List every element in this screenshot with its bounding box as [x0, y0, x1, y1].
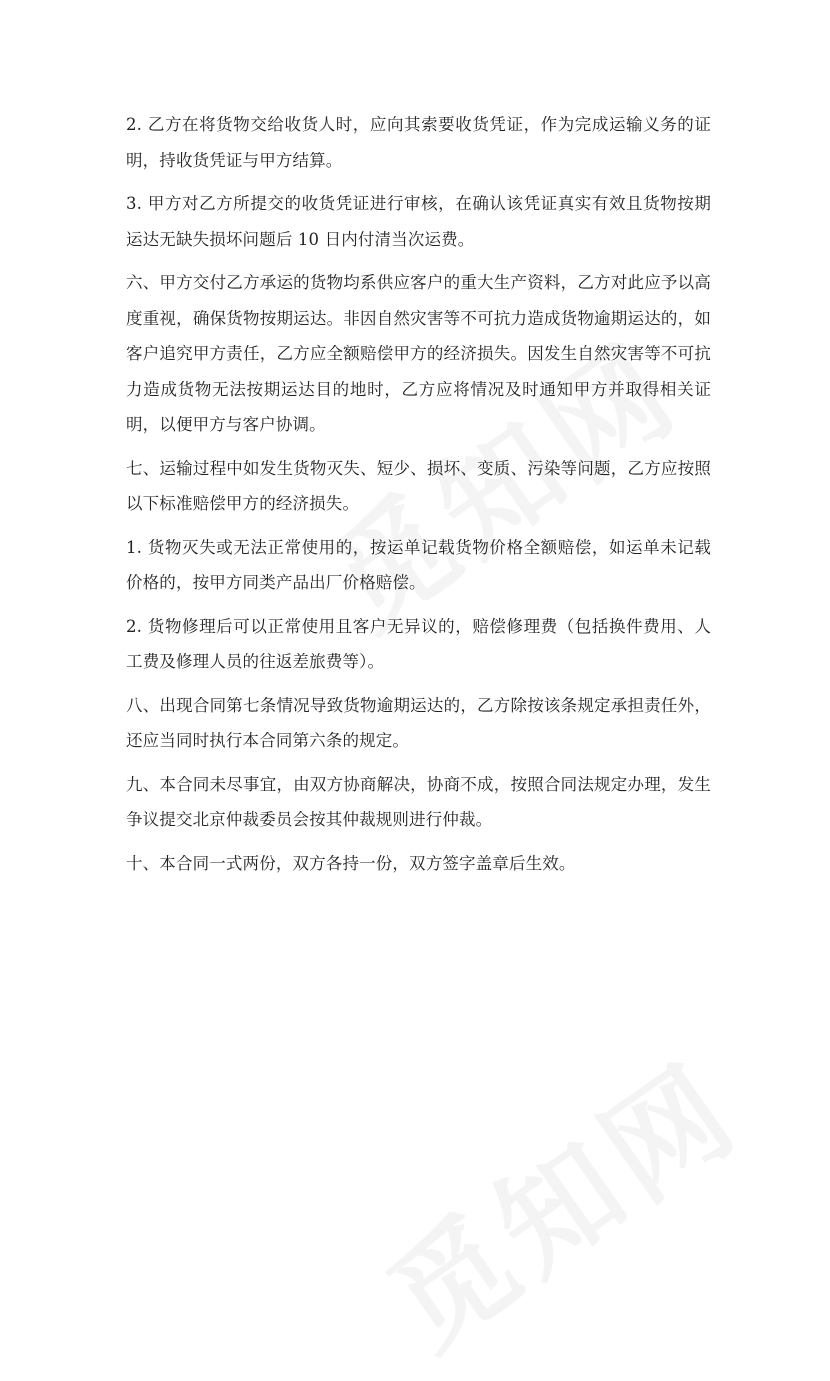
- clause-5-item-2: 2. 乙方在将货物交给收货人时，应向其索要收货凭证，作为完成运输义务的证明，持收货凭证与甲方结算。: [126, 115, 711, 170]
- clause-10: 十、本合同一式两份，双方各持一份，双方签字盖章后生效。: [126, 853, 576, 873]
- clause-6: 六、甲方交付乙方承运的货物均系供应客户的重大生产资料，乙方对此应予以高度重视，确保货物按期运达。非因自然灾害等不可抗力造成货物逾期运达的，如客户追究甲方责任，乙方应全额赔偿甲方的经济损失。因发生自然灾害等不可抗力造成货物无法按期运达目的地时，乙方应将情况及时通知甲方并取得相关证明，以便甲方与客户协调。: [126, 273, 711, 434]
- clause-7-item-2: 2. 货物修理后可以正常使用且客户无异议的，赔偿修理费（包括换件费用、人工费及修理人员的往返差旅费等）。: [126, 616, 711, 671]
- clause-7-item-1: 1. 货物灭失或无法正常使用的，按运单记载货物价格全额赔偿，如运单未记载价格的，按甲方同类产品出厂价格赔偿。: [126, 537, 711, 592]
- clause-5-item-3: 3. 甲方对乙方所提交的收货凭证进行审核，在确认该凭证真实有效且货物按期运达无缺失损坏问题后 10 日内付清当次运费。: [126, 194, 711, 249]
- watermark: [350, 1016, 768, 1381]
- document-body: [126, 107, 711, 889]
- clause-8: 八、出现合同第七条情况导致货物逾期运达的，乙方除按该条规定承担责任外，还应当同时执行本合同第六条的规定。: [126, 695, 711, 750]
- clause-9: 九、本合同未尽事宜，由双方协商解决，协商不成，按照合同法规定办理，发生争议提交北京仲裁委员会按其仲裁规则进行仲裁。: [126, 774, 711, 829]
- clause-7: 七、运输过程中如发生货物灭失、短少、损坏、变质、污染等问题，乙方应按照以下标准赔偿甲方的经济损失。: [126, 458, 711, 513]
